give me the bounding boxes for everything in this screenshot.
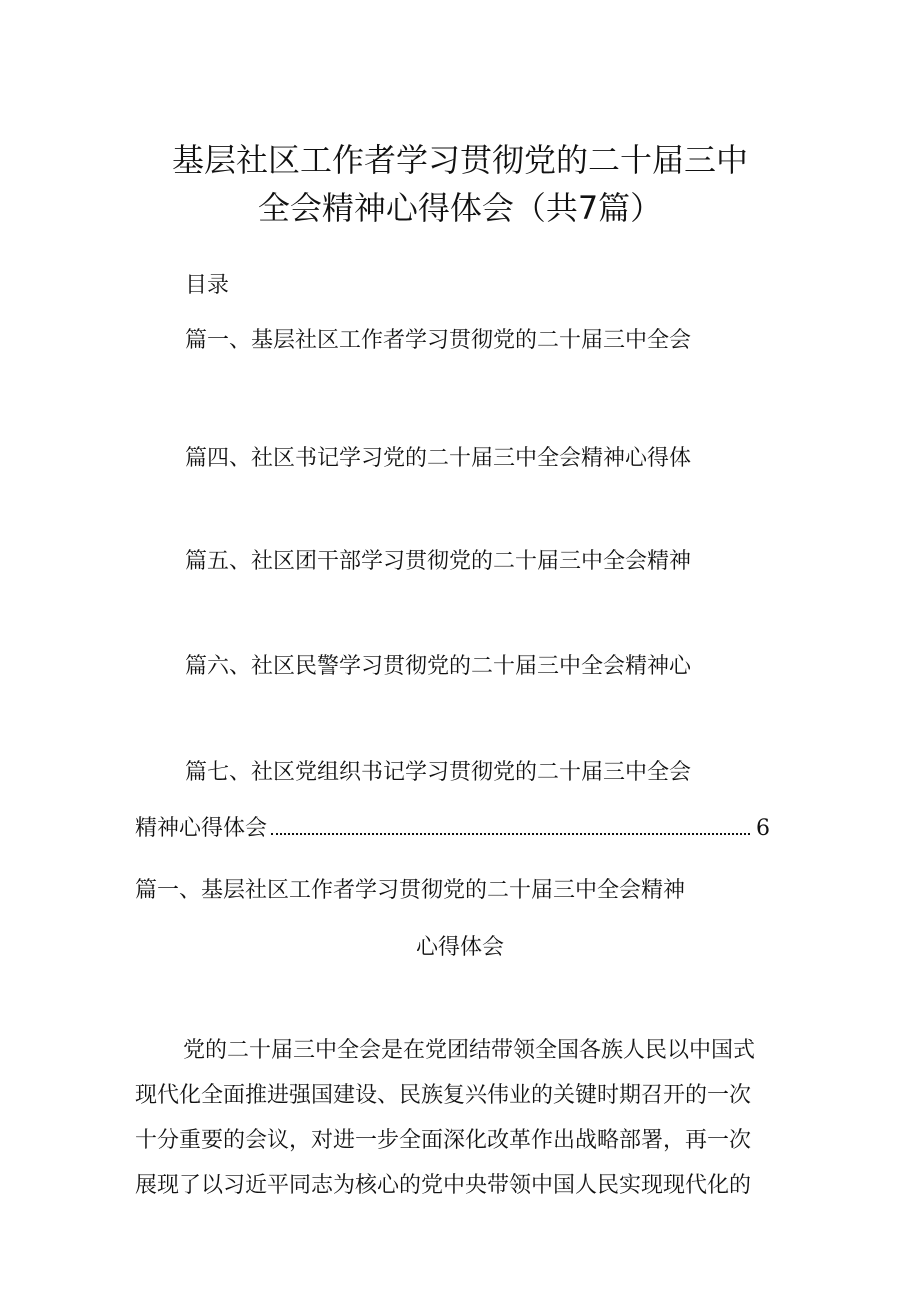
toc-item-7[interactable]: 篇七、社区党组织书记学习贯彻党的二十届三中全会 (185, 760, 692, 785)
toc-item-1[interactable]: 篇一、基层社区工作者学习贯彻党的二十届三中全会 (185, 328, 692, 353)
paragraph-line: 现代化全面推进强国建设、民族复兴伟业的关键时期召开的一次 (135, 1083, 752, 1108)
paragraph-line: 党的二十届三中全会是在党团结带领全国各族人民以中国式 (183, 1038, 756, 1063)
toc-item-5[interactable]: 篇五、社区团干部学习贯彻党的二十届三中全会精神 (185, 549, 692, 574)
toc-dot-leader (271, 833, 750, 835)
toc-heading: 目录 (185, 273, 230, 298)
toc-item-7-continuation[interactable] (135, 814, 770, 844)
toc-item-6[interactable]: 篇六、社区民警学习贯彻党的二十届三中全会精神心 (185, 654, 692, 679)
section-1-title-line-1: 篇一、基层社区工作者学习贯彻党的二十届三中全会精神 (135, 878, 686, 903)
document-title-line-2: 全会精神心得体会（共7篇） (257, 189, 663, 227)
toc-item-4[interactable]: 篇四、社区书记学习党的二十届三中全会精神心得体 (185, 446, 692, 471)
toc-item-7-page-number: 6 (756, 816, 770, 841)
document-title-line-1: 基层社区工作者学习贯彻党的二十届三中 (171, 141, 748, 179)
section-1-title-line-2: 心得体会 (415, 935, 504, 960)
toc-item-7-continuation-text: 精神心得体会 (135, 816, 268, 841)
paragraph-line: 展现了以习近平同志为核心的党中央带领中国人民实现现代化的 (135, 1173, 752, 1198)
paragraph-line: 十分重要的会议，对进一步全面深化改革作出战略部署，再一次 (135, 1128, 752, 1153)
section-1-paragraph (135, 1028, 795, 1208)
